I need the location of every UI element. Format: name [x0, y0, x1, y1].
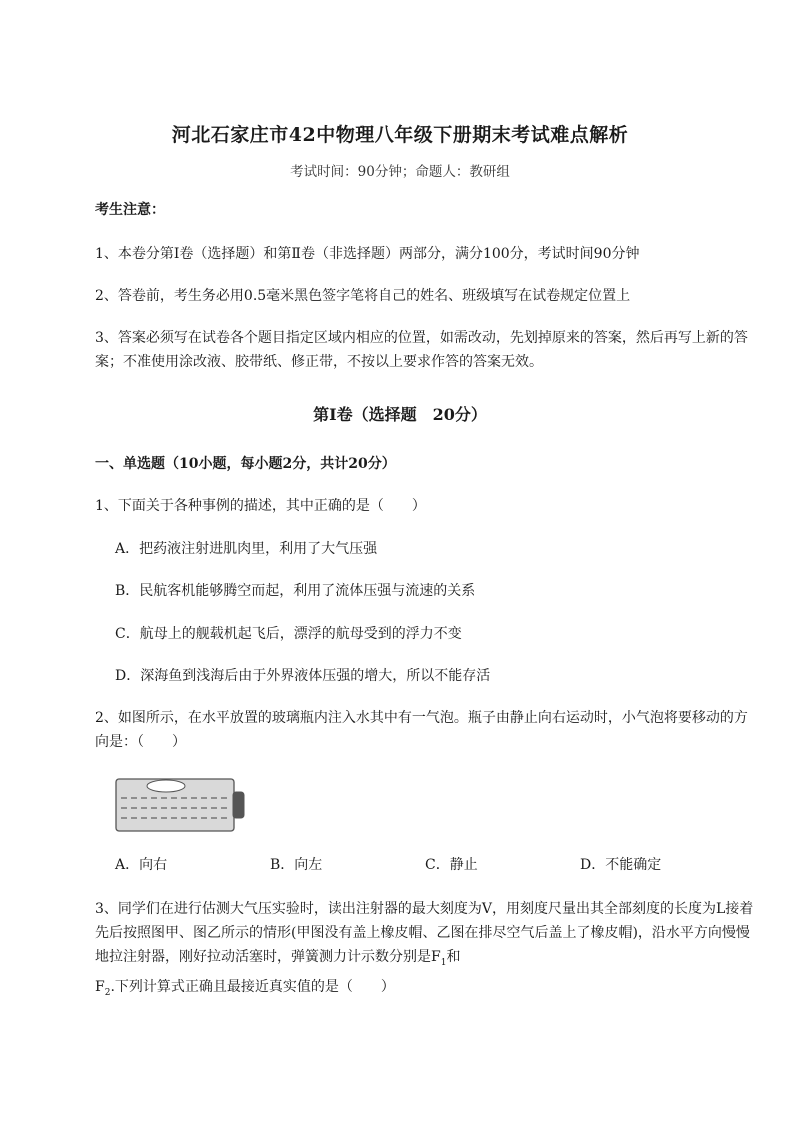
part-heading: 一、单选题（10小题，每小题2分，共计20分） — [95, 456, 396, 472]
section-title: 第I卷（选择题 20分） — [313, 405, 487, 424]
notice-item-3: 3、答案必须写在试卷各个题目指定区域内相应的位置，如需改动，先划掉原来的答案，然后再写上新的答案；不准使用涂改液、胶带纸、修正带，不按以上要求作答的答案无效。 — [95, 330, 748, 370]
exam-subtitle: 考试时间：90分钟；命题人：教研组 — [290, 164, 510, 180]
question-1-option-d: D．深海鱼到浅海后由于外界液体压强的增大，所以不能存活 — [115, 668, 491, 684]
document-title: 河北石家庄市42中物理八年级下册期末考试难点解析 — [171, 124, 629, 146]
question-1-option-b: B．民航客机能够腾空而起，利用了流体压强与流速的关系 — [115, 583, 476, 599]
question-3-stem — [95, 897, 755, 1005]
notice-item-2: 2、答卷前，考生务必用0.5毫米黑色签字笔将自己的姓名、班级填写在试卷规定位置上 — [95, 288, 631, 304]
question-1-option-c: C．航母上的舰载机起飞后，漂浮的航母受到的浮力不变 — [115, 626, 462, 642]
question-2-option-c: C．静止 — [425, 857, 478, 873]
question-2-stem: 2、如图所示，在水平放置的玻璃瓶内注入水其中有一气泡。瓶子由静止向右运动时，小气泡将要移动的方向是：（ ） — [95, 710, 748, 750]
question-2-option-b: B．向左 — [270, 857, 323, 873]
notice-item-1: 1、本卷分第I卷（选择题）和第Ⅱ卷（非选择题）两部分，满分100分，考试时间90分钟 — [95, 246, 640, 262]
notice-heading: 考生注意： — [95, 202, 165, 218]
bottle-figure — [115, 778, 245, 832]
question-2-option-d: D．不能确定 — [580, 857, 662, 873]
question-1-stem: 1、下面关于各种事例的描述，其中正确的是（ ） — [95, 498, 426, 514]
question-2-option-a: A．向右 — [115, 857, 168, 873]
question-3-stem-part2: .下列计算式正确且最接近真实值的是（ ） — [110, 978, 395, 995]
question-3-stem-mid: 和F — [95, 949, 461, 995]
f1-subscript: 1 — [440, 957, 447, 968]
question-1-option-a: A．把药液注射进肌肉里，利用了大气压强 — [115, 541, 378, 557]
f2-subscript: 2 — [104, 987, 111, 998]
question-3-stem-part1: 3、同学们在进行估测大气压实验时，读出注射器的最大刻度为V，用刻度尺量出其全部刻度的长度为L接着先后按照图甲、图乙所示的情形(甲图没有盖上橡皮帽、乙图在排尽空气后盖上了橡皮帽)，沿水平方向慢慢地拉注射器，刚好拉动活塞时，弹簧测力计示数分别是F — [95, 901, 754, 965]
